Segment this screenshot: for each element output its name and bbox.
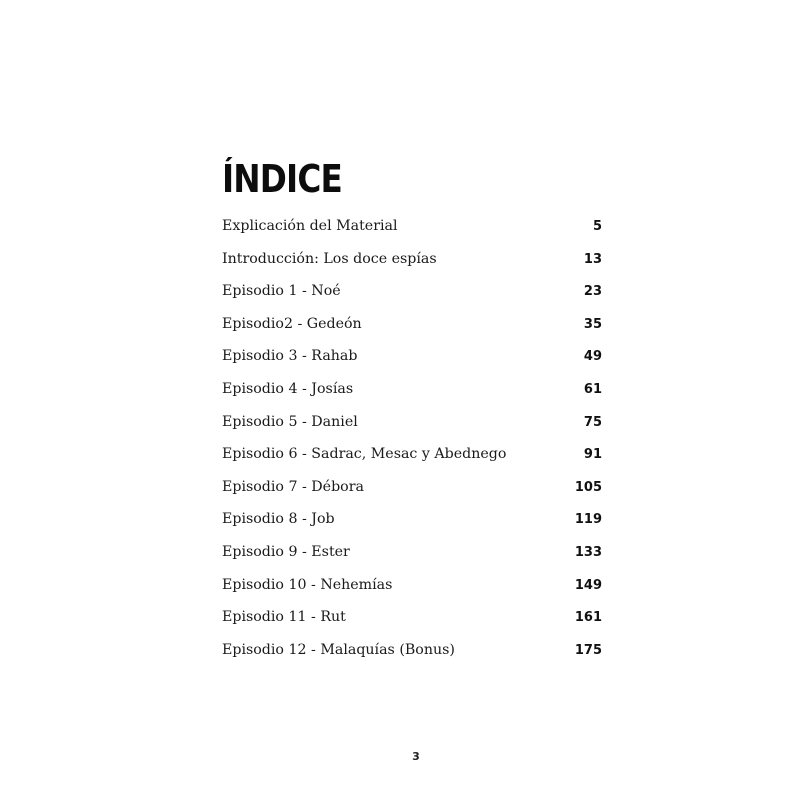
toc-entry — [222, 440, 604, 473]
toc-entry — [222, 603, 604, 636]
toc-entry-label: Episodio 5 - Daniel — [222, 413, 358, 430]
toc-entry — [222, 538, 604, 571]
toc-entry — [222, 342, 604, 375]
toc-entry-label: Episodio 12 - Malaquías (Bonus) — [222, 641, 455, 658]
toc-entry-label: Episodio 10 - Nehemías — [222, 576, 393, 593]
toc-entry-page-number: 133 — [574, 544, 602, 560]
toc-entry-page-number: 13 — [583, 251, 602, 267]
toc-entry-label: Episodio 9 - Ester — [222, 543, 350, 560]
page-title: ÍNDICE — [222, 157, 342, 201]
toc-entry-page-number: 91 — [583, 447, 602, 463]
toc-entry-label: Episodio 11 - Rut — [222, 609, 346, 626]
toc-entry — [222, 212, 604, 245]
toc-entry — [222, 636, 604, 669]
toc-entry-page-number: 49 — [583, 349, 602, 365]
toc-entry-page-number: 75 — [583, 414, 602, 430]
toc-entry-page-number: 35 — [583, 316, 602, 332]
toc-entry-page-number: 149 — [574, 577, 602, 593]
toc-entry-label: Introducción: Los doce espías — [222, 250, 437, 267]
toc-entry — [222, 473, 604, 506]
toc-entry-label: Episodio 6 - Sadrac, Mesac y Abednego — [222, 446, 507, 463]
toc-entry-label: Explicación del Material — [222, 218, 398, 234]
toc-entry-label: Episodio 1 - Noé — [222, 283, 341, 300]
toc-entry — [222, 505, 604, 538]
table-of-contents — [222, 212, 604, 668]
toc-entry-page-number: 161 — [574, 610, 602, 626]
page-folio: 3 — [412, 750, 420, 763]
toc-entry-page-number: 23 — [583, 284, 602, 300]
toc-entry-label: Episodio 7 - Débora — [222, 478, 364, 495]
toc-entry-label: Episodio2 - Gedeón — [222, 315, 362, 332]
toc-entry-label: Episodio 3 - Rahab — [222, 348, 358, 365]
toc-entry-label: Episodio 4 - Josías — [222, 380, 354, 397]
toc-entry-page-number: 61 — [583, 381, 602, 397]
toc-entry-page-number: 105 — [574, 479, 602, 495]
toc-entry — [222, 310, 604, 343]
toc-entry-page-number: 5 — [592, 219, 602, 234]
toc-entry — [222, 408, 604, 441]
toc-entry-page-number: 175 — [574, 642, 602, 658]
toc-entry — [222, 277, 604, 310]
toc-entry-label: Episodio 8 - Job — [222, 511, 335, 528]
toc-entry — [222, 375, 604, 408]
toc-entry-page-number: 119 — [574, 512, 602, 528]
toc-entry — [222, 245, 604, 278]
toc-entry — [222, 571, 604, 604]
